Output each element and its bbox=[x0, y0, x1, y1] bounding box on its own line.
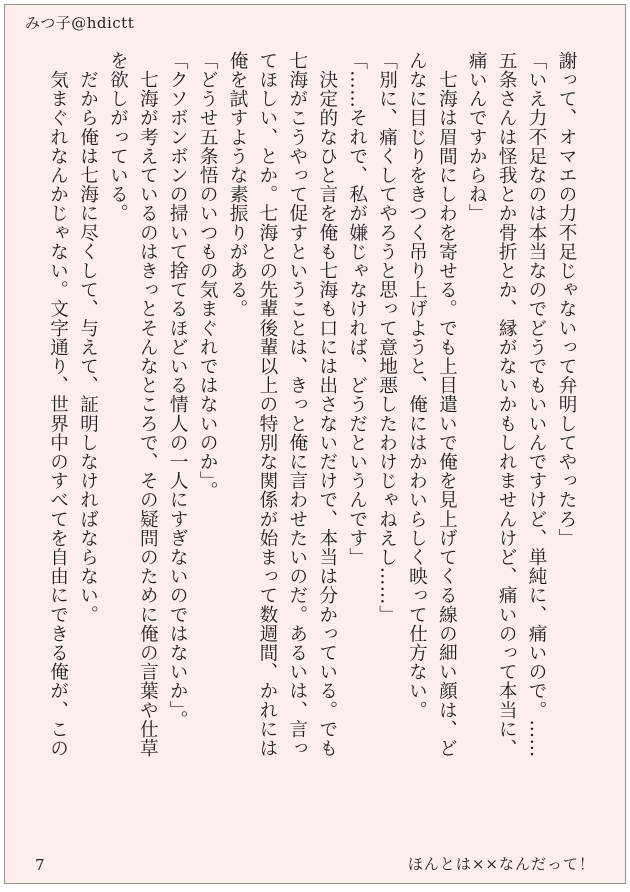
text-column: 「別に、痛くしてやろうと思って意地悪したわけじゃねえし……」 bbox=[376, 51, 398, 624]
text-column: 俺を試すような素振りがある。 bbox=[227, 51, 249, 319]
text-column: 「……それで、私が嫌じゃなければ、どうだというんです」 bbox=[346, 51, 368, 567]
text-column: 謝って、オマエの力不足じゃないって弁明してやったろ」 bbox=[556, 51, 577, 548]
text-column: 「どうせ五条悟のいつもの気まぐれではないのか」。 bbox=[197, 51, 219, 501]
text-column: んなに目じりをきつく吊り上げようと、俺にはかわいらしく映って仕方ない。 bbox=[406, 51, 428, 720]
text-column: だから俺は七海に尽くして、与えて、証明しなければならない。 bbox=[77, 51, 99, 624]
text-column: を欲しがっている。 bbox=[107, 51, 129, 223]
text-column: 決定的なひと言を俺も七海も口には出さないだけで、本当は分かっている。でも bbox=[316, 51, 338, 758]
running-title: ほんとは××なんだって！ bbox=[407, 855, 595, 873]
author-handle: みつ子@hdictt bbox=[25, 14, 135, 32]
vertical-text-body bbox=[43, 51, 581, 851]
page-number: 7 bbox=[35, 856, 45, 874]
text-column: 「いえ力不足なのは本当なのでどうでもいいんですけど、単純に、痛いので。…… bbox=[526, 51, 548, 758]
text-column: 痛いんですからね」 bbox=[466, 51, 488, 223]
novel-page bbox=[4, 4, 626, 884]
text-column: 七海がこうやって促すということは、きっと俺に言わせたいのだ。あるいは、言っ bbox=[286, 51, 308, 758]
text-column: 「クソボンボンの掃いて捨てるほどいる情人の一人にすぎないのではないか」。 bbox=[167, 51, 189, 730]
text-column: てほしい、とか。七海との先輩後輩以上の特別な関係が始まって数週間、かれには bbox=[256, 51, 278, 758]
text-column: 気まぐれなんかじゃない。文字通り、世界中のすべてを自由にできる俺が、この bbox=[47, 51, 69, 758]
text-column: 七海は眉間にしわを寄せる。でも上目遣いで俺を見上げてくる線の細い顔は、ど bbox=[436, 51, 458, 758]
text-column: 七海が考えているのはきっとそんなところで、その疑問のために俺の言葉や仕草 bbox=[137, 51, 159, 758]
text-column: 五条さんは怪我とか骨折とか、縁がないかもしれませんけど、痛いのって本当に、 bbox=[496, 51, 518, 758]
